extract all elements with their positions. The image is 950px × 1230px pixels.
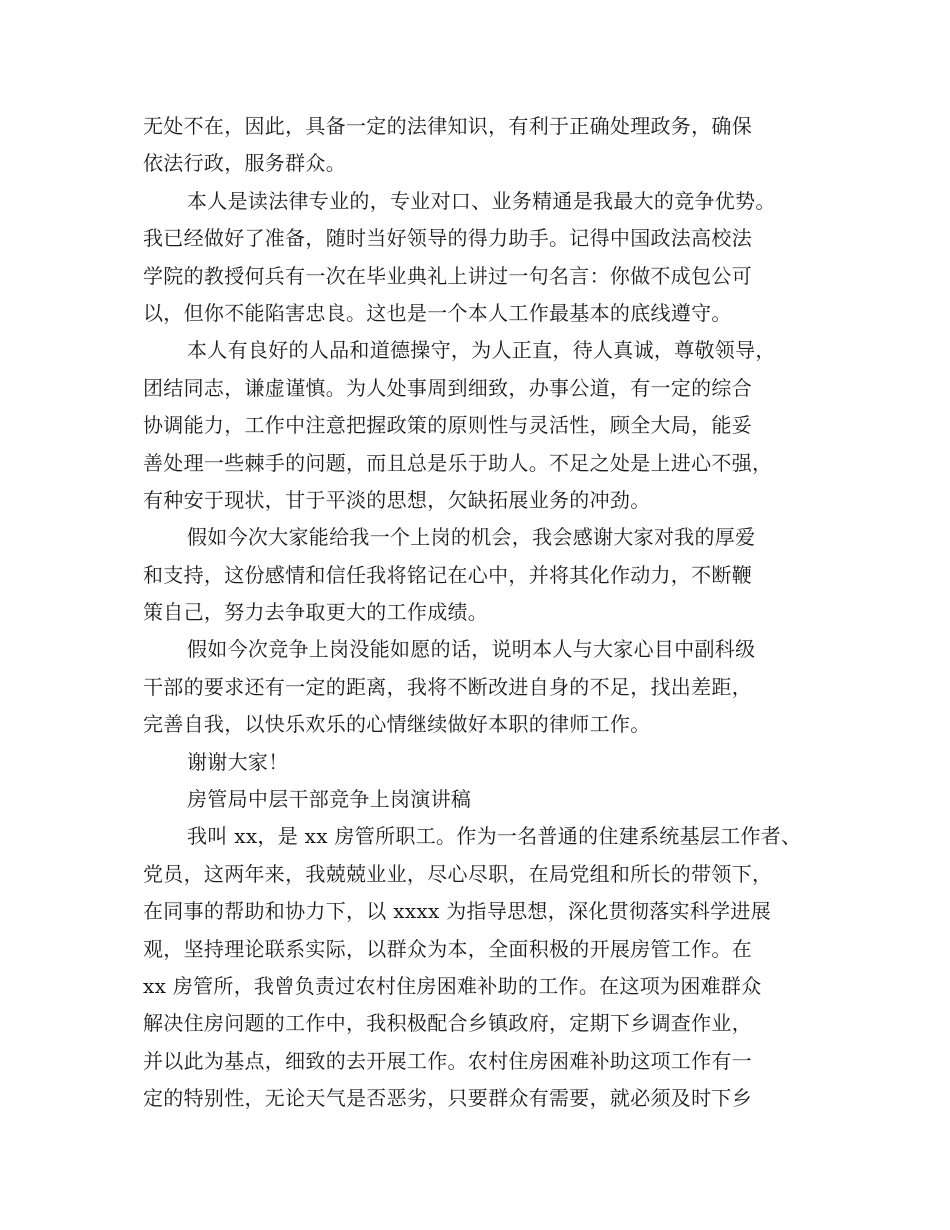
text-line: 完善自我，以快乐欢乐的心情继续做好本职的律师工作。 [143,712,651,737]
section-title: 房管局中层干部竞争上岗演讲稿 [187,787,472,812]
text-line: 有种安于现状，甘于平淡的思想，欠缺拓展业务的冲劲。 [143,487,651,512]
text-line: 观，坚持理论联系实际，以群众为本，全面积极的开展房管工作。在 [143,936,752,961]
text-line: 无处不在，因此，具备一定的法律知识，有利于正确处理政务，确保 [143,114,752,138]
text-line: 学院的教授何兵有一次在毕业典礼上讲过一句名言：你做不成包公可 [143,263,752,288]
text-line: 以，但你不能陷害忠良。这也是一个本人工作最基本的底线遵守。 [143,300,732,325]
closing-line: 谢谢大家！ [187,749,289,774]
document-body [143,108,823,1118]
text-line: 党员，这两年来，我兢兢业业，尽心尽职，在局党组和所长的带领下， [143,861,773,886]
text-line: 我已经做好了准备，随时当好领导的得力助手。记得中国政法高校法 [143,226,752,251]
paragraph-start: 本人是读法律专业的，专业对口、业务精通是我最大的竞争优势。 [187,188,776,213]
text-line: 协调能力，工作中注意把握政策的原则性与灵活性，顾全大局，能妥 [143,413,752,438]
text-line: 解决住房问题的工作中，我积极配合乡镇政府，定期下乡调查作业， [143,1011,752,1036]
text-line: 依法行政，服务群众。 [143,151,346,176]
text-line: 善处理一些棘手的问题，而且总是乐于助人。不足之处是上进心不强， [143,450,773,475]
text-line: xx 房管所，我曾负责过农村住房困难补助的工作。在这项为困难群众 [143,973,762,998]
paragraph-start: 假如今次竞争上岗没能如愿的话，说明本人与大家心目中副科级 [187,637,756,662]
text-line: 团结同志，谦虚谨慎。为人处事周到细致，办事公道，有一定的综合 [143,375,752,400]
text-line: 并以此为基点，细致的去开展工作。农村住房困难补助这项工作有一 [143,1048,752,1073]
text-line: 策自己，努力去争取更大的工作成绩。 [143,600,489,625]
paragraph-start: 假如今次大家能给我一个上岗的机会，我会感谢大家对我的厚爱 [187,525,756,550]
paragraph-start: 本人有良好的人品和道德操守，为人正直，待人真诚，尊敬领导， [187,338,776,363]
text-line: 在同事的帮助和协力下，以 xxxx 为指导思想，深化贯彻落实科学进展 [143,899,772,924]
text-line: 定的特别性，无论天气是否恶劣，只要群众有需要，就必须及时下乡 [143,1086,752,1111]
text-line: 干部的要求还有一定的距离，我将不断改进自身的不足，找出差距， [143,674,752,699]
paragraph-start: 我叫 xx，是 xx 房管所职工。作为一名普通的住建系统基层工作者、 [187,824,802,849]
text-line: 和支持，这份感情和信任我将铭记在心中，并将其化作动力，不断鞭 [143,562,752,587]
